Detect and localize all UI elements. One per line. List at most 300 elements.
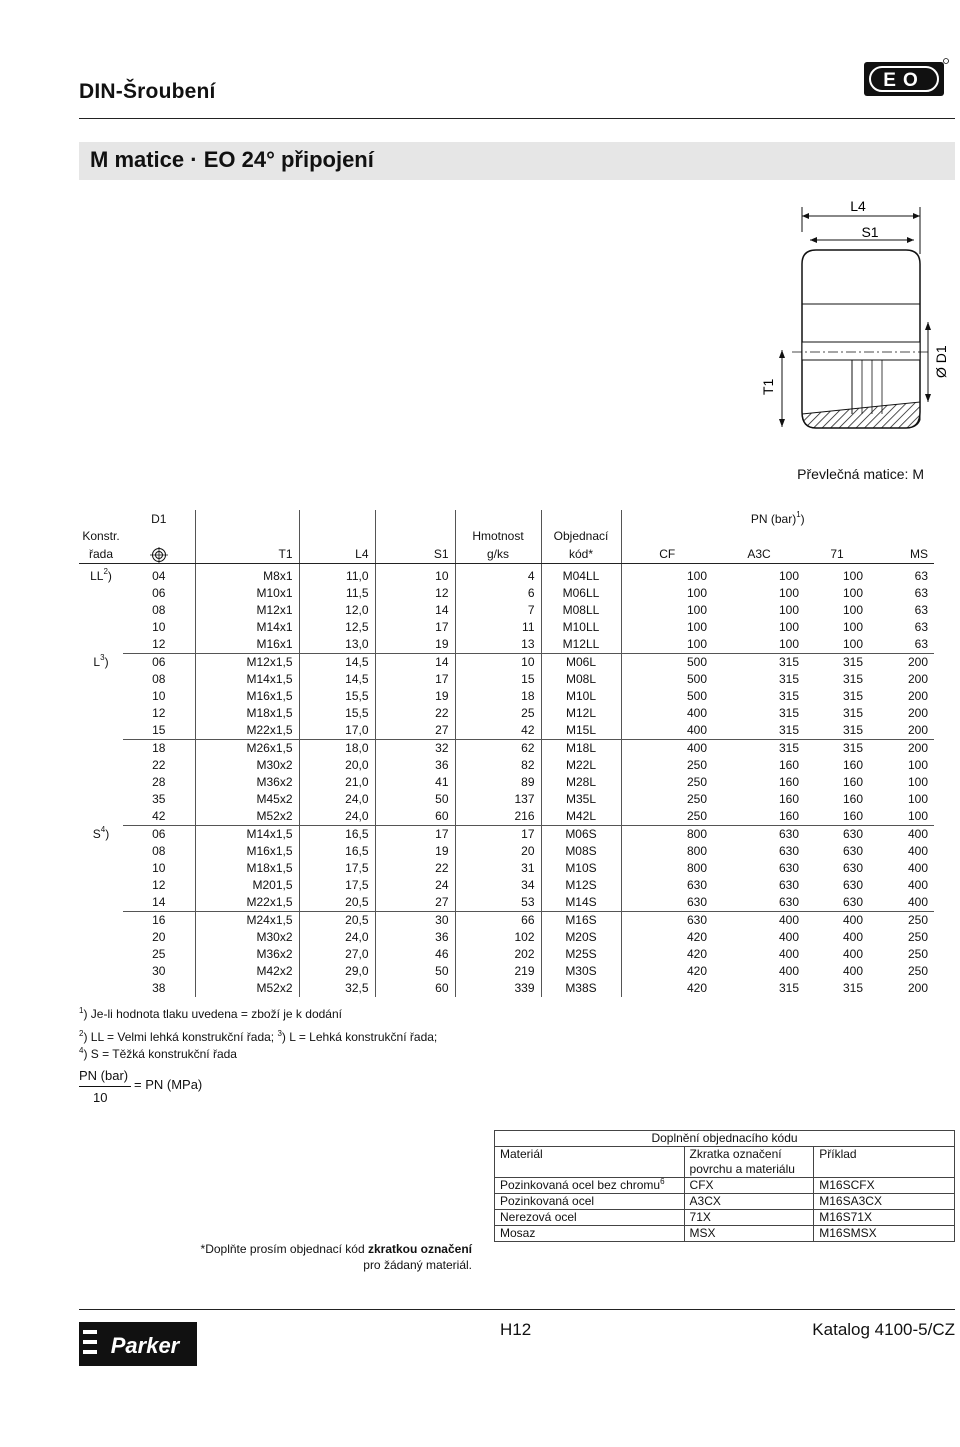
parker-logo-text: Parker [110, 1333, 180, 1358]
cell-l4: 20,5 [299, 912, 375, 930]
order-example: M16SA3CX [814, 1194, 955, 1210]
order-row [495, 1194, 955, 1210]
table-row [79, 808, 934, 826]
cell-s1: 50 [375, 963, 455, 980]
cell-pn-a3c: 400 [713, 912, 805, 930]
cell-d1: 06 [123, 826, 195, 844]
cell-pn-cf: 630 [621, 877, 713, 894]
cell-order-code: M28L [541, 774, 621, 791]
cell-t1: M18x1,5 [195, 860, 299, 877]
cell-pn-71: 160 [842, 809, 863, 823]
cell-d1: 08 [152, 844, 166, 858]
main-table [79, 510, 934, 997]
cell-pn-ms: 250 [907, 947, 928, 961]
cell-l4: 12,0 [299, 602, 375, 619]
cell-pn-ms: 100 [907, 809, 928, 823]
order-table-body [495, 1178, 955, 1242]
cell-pn-71: 315 [842, 723, 863, 737]
cell-pn-a3c: 400 [778, 947, 799, 961]
table-row [79, 912, 934, 930]
cell-pn-ms: 100 [907, 775, 928, 789]
parker-logo [79, 1322, 197, 1366]
cell-pn-cf: 250 [621, 808, 713, 826]
cell-pn-71: 400 [842, 964, 863, 978]
cell-t1: M14x1,5 [195, 826, 299, 844]
cell-pn-cf: 800 [621, 860, 713, 877]
header-rule [79, 118, 955, 119]
table-row [79, 722, 934, 740]
cell-t1: M36x2 [195, 946, 299, 963]
cell-pn-71: 315 [805, 654, 869, 672]
cell-mass: 18 [455, 688, 541, 705]
cell-mass: 17 [455, 826, 541, 844]
row-konstr [79, 619, 123, 636]
cell-s1: 60 [375, 808, 455, 826]
eo-logo [864, 58, 949, 98]
cell-d1: 20 [152, 930, 166, 944]
table-row [79, 843, 934, 860]
cell-pn-71: 630 [842, 878, 863, 892]
row-konstr [79, 877, 123, 894]
row-konstr [79, 722, 123, 740]
cell-mass: 216 [455, 808, 541, 826]
table-row [79, 740, 934, 758]
cell-s1: 50 [375, 791, 455, 808]
cell-pn-cf: 630 [621, 894, 713, 912]
order-abbr: 71X [684, 1210, 814, 1226]
cell-pn-71: 100 [842, 620, 863, 634]
row-konstr [79, 740, 123, 758]
row-konstr [79, 963, 123, 980]
cell-pn-ms: 400 [907, 844, 928, 858]
order-row [495, 1178, 955, 1194]
cell-order-code: M22L [541, 757, 621, 774]
table-row [79, 671, 934, 688]
cell-s1: 14 [375, 602, 455, 619]
footnote-1: $^1$) Je-li hodnota tlaku uvedena = zboží je k dodání [79, 1006, 342, 1021]
cell-mass: 219 [455, 963, 541, 980]
cell-order-code: M06L [541, 654, 621, 672]
order-row [495, 1210, 955, 1226]
cell-pn-a3c: 315 [713, 740, 805, 758]
cell-l4: 24,0 [299, 929, 375, 946]
cell-pn-ms: 400 [907, 895, 928, 909]
cell-t1: M10x1 [195, 585, 299, 602]
header-cf: CF [621, 545, 713, 564]
cell-l4: 24,0 [299, 808, 375, 826]
table-row [79, 980, 934, 997]
cell-pn-ms: 100 [907, 792, 928, 806]
cell-mass: 66 [455, 912, 541, 930]
row-konstr [79, 602, 123, 619]
cell-s1: 32 [375, 740, 455, 758]
cell-pn-ms: 200 [907, 706, 928, 720]
header-d1: D1 [151, 512, 167, 526]
cell-pn-cf: 100 [621, 564, 713, 586]
cell-pn-cf: 420 [621, 980, 713, 997]
cell-pn-ms: 400 [907, 878, 928, 892]
cell-d1: 38 [152, 981, 166, 995]
cell-l4: 20,0 [299, 757, 375, 774]
cell-l4: 18,0 [299, 740, 375, 758]
cell-pn-a3c: 100 [778, 637, 799, 651]
table-row [79, 963, 934, 980]
cell-d1: 04 [152, 569, 166, 583]
cell-d1: 30 [152, 964, 166, 978]
cell-pn-a3c: 630 [778, 878, 799, 892]
cell-pn-cf: 420 [621, 929, 713, 946]
header-objednaci: Objednací [541, 528, 621, 545]
order-col-abbr: Zkratka označení povrchu a materiálu [684, 1147, 814, 1178]
row-konstr [79, 636, 123, 654]
cell-pn-cf: 500 [621, 654, 713, 672]
cell-pn-71: 100 [842, 569, 863, 583]
cell-pn-71: 315 [842, 672, 863, 686]
formula-denominator: 10 [93, 1090, 108, 1105]
cell-t1: M14x1 [195, 619, 299, 636]
cell-pn-71: 630 [842, 844, 863, 858]
cell-s1: 27 [375, 722, 455, 740]
cell-order-code: M08S [541, 843, 621, 860]
cell-t1: M22x1,5 [195, 722, 299, 740]
cell-l4: 16,5 [299, 843, 375, 860]
cell-s1: 17 [375, 619, 455, 636]
cell-t1: M36x2 [195, 774, 299, 791]
order-abbr: MSX [684, 1226, 814, 1242]
cell-order-code: M25S [541, 946, 621, 963]
cell-order-code: M04LL [541, 564, 621, 586]
cell-pn-ms: 200 [907, 981, 928, 995]
cell-d1: 10 [152, 689, 166, 703]
cell-pn-cf: 100 [621, 636, 713, 654]
cell-pn-71: 100 [842, 637, 863, 651]
cell-order-code: M15L [541, 722, 621, 740]
cell-mass: 137 [455, 791, 541, 808]
cell-order-code: M10L [541, 688, 621, 705]
nut-drawing [752, 192, 952, 462]
row-konstr [79, 671, 123, 688]
cell-l4: 16,5 [299, 826, 375, 844]
cell-s1: 30 [375, 912, 455, 930]
cell-t1: M16x1 [195, 636, 299, 654]
order-material: Mosaz [495, 1226, 685, 1242]
cell-s1: 24 [375, 877, 455, 894]
cell-pn-ms: 200 [907, 723, 928, 737]
cell-d1: 25 [152, 947, 166, 961]
order-abbr: A3CX [684, 1194, 814, 1210]
cell-d1: 16 [123, 912, 195, 930]
cell-order-code: M12LL [541, 636, 621, 654]
row-konstr [79, 929, 123, 946]
cell-l4: 17,0 [299, 722, 375, 740]
cell-pn-ms: 63 [914, 620, 928, 634]
cell-mass: 6 [455, 585, 541, 602]
cell-pn-cf: 400 [621, 705, 713, 722]
cell-s1: 41 [375, 774, 455, 791]
cell-d1: 22 [152, 758, 166, 772]
row-konstr [79, 774, 123, 791]
cell-l4: 12,5 [299, 619, 375, 636]
cell-order-code: M08L [541, 671, 621, 688]
cell-order-code: M08LL [541, 602, 621, 619]
formula-result: = PN (MPa) [134, 1077, 203, 1092]
cell-s1: 36 [375, 929, 455, 946]
cell-mass: 20 [455, 843, 541, 860]
cell-pn-71: 400 [842, 930, 863, 944]
cell-l4: 29,0 [299, 963, 375, 980]
cell-pn-a3c: 630 [778, 895, 799, 909]
cell-order-code: M18L [541, 740, 621, 758]
cell-pn-71: 315 [842, 689, 863, 703]
cell-t1: M24x1,5 [195, 912, 299, 930]
cell-d1: 10 [152, 861, 166, 875]
cell-pn-cf: 500 [621, 671, 713, 688]
cell-d1: 12 [152, 706, 166, 720]
cell-order-code: M10LL [541, 619, 621, 636]
order-example: M16SMSX [814, 1226, 955, 1242]
table-row [79, 929, 934, 946]
order-table-title: Doplnění objednacího kódu [495, 1131, 955, 1147]
order-note: *Doplňte prosím objednací kód zkratkou označení pro žádaný materiál. [200, 1242, 472, 1272]
cell-s1: 27 [375, 894, 455, 912]
cell-pn-cf: 100 [621, 602, 713, 619]
cell-d1: 10 [152, 620, 166, 634]
cell-d1: 15 [152, 723, 166, 737]
eo-logo-text: EO [883, 70, 925, 91]
cell-l4: 24,0 [299, 791, 375, 808]
row-konstr [79, 688, 123, 705]
cell-d1: 12 [152, 878, 166, 892]
cell-pn-a3c: 630 [713, 826, 805, 844]
cell-pn-ms: 200 [907, 689, 928, 703]
header-hmotnost: Hmotnost [455, 528, 541, 545]
cell-d1: 42 [152, 809, 166, 823]
cell-t1: M12x1 [195, 602, 299, 619]
cell-l4: 21,0 [299, 774, 375, 791]
row-konstr [79, 860, 123, 877]
cell-pn-cf: 420 [621, 946, 713, 963]
cell-mass: 62 [455, 740, 541, 758]
cell-order-code: M12S [541, 877, 621, 894]
position-symbol-icon [123, 545, 195, 564]
cell-s1: 60 [375, 980, 455, 997]
cell-d1: 14 [152, 895, 166, 909]
footnote-3: $^4$) S = Těžká konstrukční řada [79, 1046, 237, 1061]
cell-s1: 19 [375, 688, 455, 705]
cell-t1: M14x1,5 [195, 671, 299, 688]
cell-l4: 15,5 [299, 688, 375, 705]
cell-order-code: M30S [541, 963, 621, 980]
cell-mass: 339 [455, 980, 541, 997]
cell-t1: M30x2 [195, 757, 299, 774]
cell-s1: 46 [375, 946, 455, 963]
cell-t1: M18x1,5 [195, 705, 299, 722]
cell-pn-a3c: 100 [778, 586, 799, 600]
cell-pn-cf: 400 [621, 740, 713, 758]
label-s1: S1 [861, 224, 879, 240]
cell-mass: 7 [455, 602, 541, 619]
order-row [495, 1226, 955, 1242]
cell-pn-a3c: 315 [778, 723, 799, 737]
cell-pn-a3c: 315 [713, 654, 805, 672]
footer-rule [79, 1309, 955, 1310]
page-title: M matice · EO 24° připojení [90, 147, 374, 172]
cell-pn-a3c: 400 [778, 930, 799, 944]
cell-s1: 17 [375, 671, 455, 688]
cell-d1: 18 [123, 740, 195, 758]
cell-l4: 17,5 [299, 877, 375, 894]
cell-pn-ms: 200 [869, 740, 934, 758]
cell-mass: 53 [455, 894, 541, 912]
row-konstr [79, 843, 123, 860]
cell-t1: M45x2 [195, 791, 299, 808]
cell-order-code: M35L [541, 791, 621, 808]
cell-l4: 13,0 [299, 636, 375, 654]
cell-pn-a3c: 160 [778, 792, 799, 806]
order-example: M16S71X [814, 1210, 955, 1226]
row-konstr: $S^4$) [92, 824, 110, 841]
cell-mass: 10 [455, 654, 541, 672]
cell-t1: M12x1,5 [195, 654, 299, 672]
row-konstr [79, 912, 123, 930]
cell-mass: 4 [455, 564, 541, 586]
cell-t1: M8x1 [195, 564, 299, 586]
cell-s1: 22 [375, 705, 455, 722]
cell-l4: 27,0 [299, 946, 375, 963]
cell-d1: 06 [123, 654, 195, 672]
table-row [79, 585, 934, 602]
cell-s1: 36 [375, 757, 455, 774]
order-col-material: Materiál [495, 1147, 685, 1178]
cell-pn-a3c: 315 [778, 672, 799, 686]
cell-t1: M201,5 [195, 877, 299, 894]
cell-order-code: M06LL [541, 585, 621, 602]
cell-pn-71: 100 [842, 586, 863, 600]
row-konstr [79, 757, 123, 774]
cell-t1: M16x1,5 [195, 688, 299, 705]
cell-d1: 12 [152, 637, 166, 651]
header-kod: kód* [541, 545, 621, 564]
cell-order-code: M12L [541, 705, 621, 722]
table-row [79, 826, 934, 844]
cell-s1: 14 [375, 654, 455, 672]
table-row [79, 757, 934, 774]
cell-pn-71: 400 [842, 947, 863, 961]
cell-pn-a3c: 315 [778, 706, 799, 720]
header-gks: g/ks [455, 545, 541, 564]
table-row [79, 602, 934, 619]
cell-pn-ms: 250 [907, 930, 928, 944]
cell-pn-71: 160 [842, 758, 863, 772]
cell-pn-71: 315 [842, 981, 863, 995]
cell-pn-ms: 200 [907, 672, 928, 686]
cell-order-code: M16S [541, 912, 621, 930]
cell-pn-a3c: 100 [778, 620, 799, 634]
page-number: H12 [500, 1320, 532, 1339]
cell-pn-cf: 250 [621, 791, 713, 808]
row-konstr [79, 791, 123, 808]
row-konstr [79, 705, 123, 722]
header-s1: S1 [375, 545, 455, 564]
cell-pn-cf: 630 [621, 912, 713, 930]
label-l4: L4 [850, 198, 866, 214]
header-konstr: Konstr. [82, 529, 120, 543]
cell-pn-a3c: 630 [778, 844, 799, 858]
cell-pn-71: 400 [805, 912, 869, 930]
cell-pn-ms: 63 [914, 569, 928, 583]
cell-pn-71: 100 [842, 603, 863, 617]
cell-l4: 32,5 [299, 980, 375, 997]
cell-s1: 19 [375, 843, 455, 860]
cell-pn-a3c: 160 [778, 758, 799, 772]
cell-t1: M22x1,5 [195, 894, 299, 912]
cell-l4: 14,5 [299, 654, 375, 672]
cell-pn-ms: 250 [907, 964, 928, 978]
formula-fraction-bar [79, 1086, 131, 1087]
cell-mass: 42 [455, 722, 541, 740]
formula-numerator: PN (bar) [79, 1068, 129, 1083]
cell-t1: M26x1,5 [195, 740, 299, 758]
cell-d1: 08 [152, 672, 166, 686]
row-konstr [79, 980, 123, 997]
cell-d1: 08 [152, 603, 166, 617]
order-code-table [494, 1130, 955, 1242]
brand-title: DIN-Šroubení [79, 80, 216, 103]
table-row [79, 860, 934, 877]
cell-t1: M42x2 [195, 963, 299, 980]
table-body [79, 564, 934, 998]
table-row [79, 946, 934, 963]
cell-pn-a3c: 100 [778, 603, 799, 617]
cell-mass: 82 [455, 757, 541, 774]
drawing-caption: Převlečná matice: M [797, 466, 924, 482]
catalog-number: Katalog 4100-5/CZ [812, 1320, 955, 1339]
cell-pn-ms: 400 [869, 826, 934, 844]
cell-l4: 11,0 [299, 564, 375, 586]
header-pn: PN (bar)$^1$) [621, 510, 934, 528]
header-t1: T1 [195, 545, 299, 564]
order-example: M16SCFX [814, 1178, 955, 1194]
row-konstr [79, 894, 123, 912]
header-l4: L4 [299, 545, 375, 564]
cell-t1: M16x1,5 [195, 843, 299, 860]
cell-pn-71: 315 [842, 706, 863, 720]
table-row [79, 705, 934, 722]
cell-pn-71: 160 [842, 775, 863, 789]
label-t1: T1 [760, 378, 776, 395]
table-row [79, 564, 934, 586]
table-row [79, 894, 934, 912]
cell-mass: 11 [455, 619, 541, 636]
cell-s1: 22 [375, 860, 455, 877]
cell-d1: 06 [152, 586, 166, 600]
cell-pn-ms: 63 [914, 603, 928, 617]
row-konstr [79, 808, 123, 826]
cell-mass: 34 [455, 877, 541, 894]
row-konstr: $LL^2$) [90, 567, 112, 583]
cell-l4: 14,5 [299, 671, 375, 688]
table-row [79, 636, 934, 654]
cell-pn-cf: 800 [621, 843, 713, 860]
cell-pn-ms: 200 [869, 654, 934, 672]
cell-order-code: M10S [541, 860, 621, 877]
cell-pn-a3c: 100 [778, 569, 799, 583]
table-row [79, 654, 934, 672]
header-a3c: A3C [713, 545, 805, 564]
cell-order-code: M38S [541, 980, 621, 997]
table-row [79, 791, 934, 808]
order-material: Pozinkovaná ocel bez chromu$^6$ [495, 1178, 685, 1194]
